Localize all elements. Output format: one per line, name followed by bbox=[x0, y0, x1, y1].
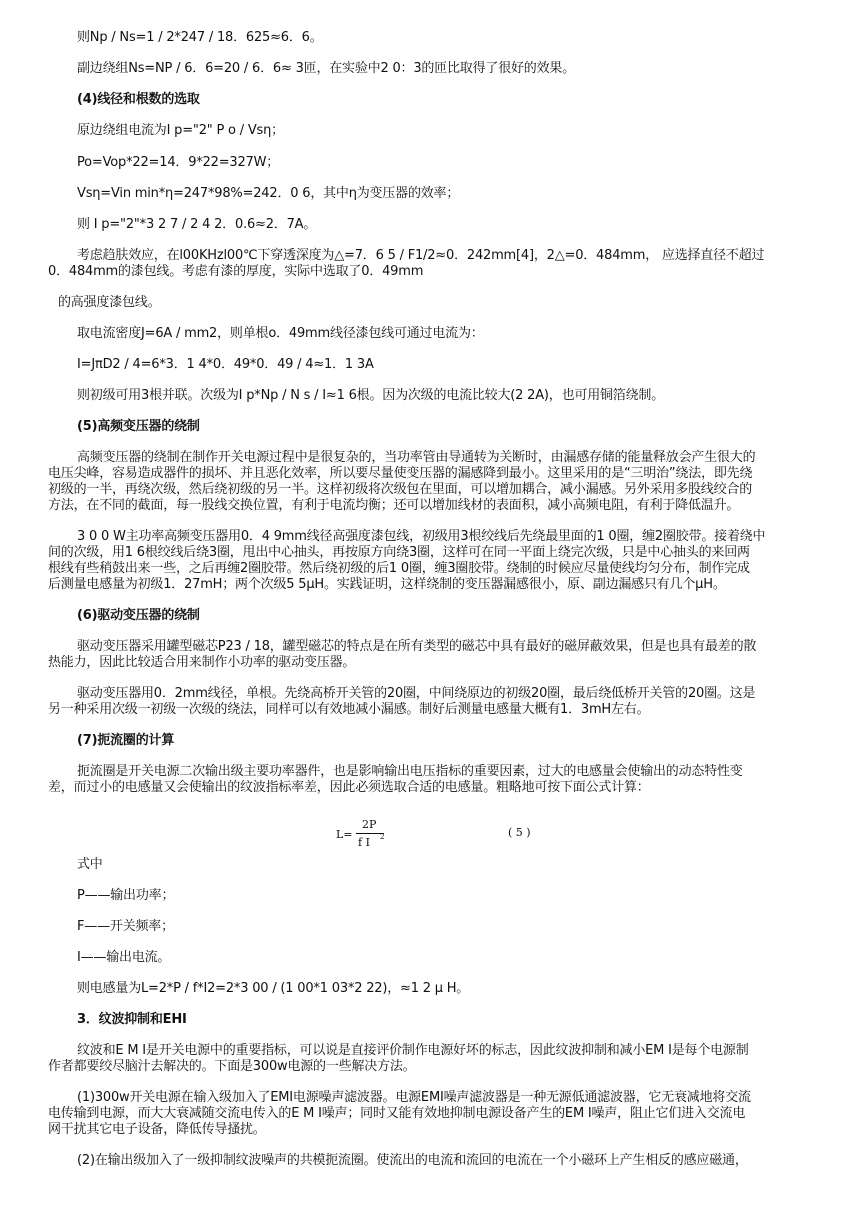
text-line: 电传输到电源，而大大衰减随交流电传入的E M I噪声；同时又能有效地抑制电源设备产生的EM I噪声，阻止它们进入交流电 bbox=[48, 1106, 746, 1121]
text-line: (1)300w开关电源在输入级加入了EMI电源噪声滤波器。电源EMI噪声滤波器是一种无源低通滤波器，它无衰减地将交流 bbox=[77, 1090, 751, 1105]
text-line: 驱动变压器用0．2mm线径，单根。先绕高桥开关管的20圈，中间绕原边的初级20圈，最后绕低桥开关管的20圈。这是 bbox=[77, 686, 756, 701]
text-line: 则初级可用3根并联。次级为I p*Np / N s / I≈1 6根。因为次级的电流比较大(2 2A)，也可用铜箔绕制。 bbox=[77, 388, 664, 403]
equation-number: ( 5 ) bbox=[508, 826, 531, 839]
inductance-formula bbox=[336, 818, 396, 862]
section-heading: (7)扼流圈的计算 bbox=[77, 733, 175, 748]
text-line: (2)在输出级加入了一级抑制纹波噪声的共模扼流圈。使流出的电流和流回的电流在一个小磁环上产生相反的感应磁通， bbox=[77, 1153, 748, 1168]
text-line: P——输出功率； bbox=[77, 888, 175, 903]
text-line: 作者都要绞尽脑汁去解决的。下面是300w电源的一些解决方法。 bbox=[48, 1059, 416, 1074]
section-heading: (4)线径和根数的选取 bbox=[77, 92, 200, 107]
formula-denominator: f I bbox=[358, 836, 370, 849]
text-line: I——输出电流。 bbox=[77, 950, 171, 965]
text-line: 则电感量为L=2*P / f*I2=2*3 00 / (1 00*1 03*2 22)，≈1 2 μ H。 bbox=[77, 981, 470, 996]
text-line: 的高强度漆包线。 bbox=[58, 295, 161, 310]
text-line: 驱动变压器采用罐型磁芯P23 / 18，罐型磁芯的特点是在所有类型的磁芯中具有最好的磁屏蔽效果，但是也具有最差的散 bbox=[77, 639, 757, 654]
text-line: 方法，在不同的截面，每一股线交换位置，有利于电流均衡；还可以增加线材的表面积，减小高频电阻，有利于降低温升。 bbox=[48, 498, 740, 513]
formula-lhs: L= bbox=[336, 828, 353, 841]
text-line: 0．484mm的漆包线。考虑有漆的厚度，实际中选取了0．49mm bbox=[48, 264, 424, 279]
text-line: 扼流圈是开关电源二次输出级主要功率器件，也是影响输出电压指标的重要因素，过大的电感量会使输出的动态特性变 bbox=[77, 764, 743, 779]
text-line: 热能力，因此比较适合用来制作小功率的驱动变压器。 bbox=[48, 655, 356, 670]
section-heading: (6)驱动变压器的绕制 bbox=[77, 608, 200, 623]
text-line: 后测量电感量为初级1．27mH；两个次级5 5μH。实践证明，这样绕制的变压器漏感很小，原、副边漏感只有几个μH。 bbox=[48, 577, 726, 592]
text-line: Po=Vop*22=14．9*22=327W； bbox=[77, 155, 280, 170]
text-line: 另一种采用次级一初级一次级的绕法，同样可以有效地减小漏感。制好后测量电感量大概有1．3mH左右。 bbox=[48, 702, 650, 717]
text-line: 式中 bbox=[77, 857, 103, 872]
formula-exponent: 2 bbox=[380, 833, 385, 841]
text-line: 根线有些稍鼓出来一些，之后再缠2圈胶带。然后绕初级的后1 0圈，缠3圈胶带。绕制的时候应尽量使线均匀分布，制作完成 bbox=[48, 561, 750, 576]
text-line: 则Np / Ns=1 / 2*247 / 18．625≈6．6。 bbox=[77, 30, 323, 45]
section-heading: 3．纹波抑制和EHI bbox=[77, 1012, 187, 1027]
text-line: 则 I p="2"*3 2 7 / 2 4 2．0.6≈2．7A。 bbox=[77, 217, 317, 232]
text-line: 原边绕组电流为I p="2" P o / Vsη； bbox=[77, 123, 284, 138]
text-line: 初级的一半，再绕次级，然后绕初级的另一半。这样初级将次级包在里面，可以增加耦合，减小漏感。另外采用多股线绞合的 bbox=[48, 482, 753, 497]
section-heading: (5)高频变压器的绕制 bbox=[77, 419, 200, 434]
text-line: 差，而过小的电感量又会使输出的纹波指标率差，因此必须选取合适的电感量。粗略地可按下面公式计算： bbox=[48, 780, 650, 795]
text-line: Vsη=Vin min*η=247*98%=242．0 6，其中η为变压器的效率； bbox=[77, 186, 460, 201]
text-line: 取电流密度J=6A / mm2，则单根o．49mm线径漆包线可通过电流为： bbox=[77, 326, 484, 341]
text-line: 间的次级，用1 6根绞线后绕3圈，甩出中心抽头，再按原方向绕3圈，这样可在同一平面上绕完次级，只是中心抽头的来回两 bbox=[48, 545, 750, 560]
text-line: 考虑趋肤效应，在l00KHzl00℃下穿透深度为△=7．6 5 / F1/2≈0．242mm[4]，2△=0．484mm， 应选择直径不超过 bbox=[77, 248, 765, 263]
text-line: 电压尖峰，容易造成器件的损坏、并且恶化效率，所以要尽量使变压器的漏感降到最小。这里采用的是“三明治”绕法，即先绕 bbox=[48, 466, 753, 481]
text-line: 网干扰其它电子设备，降低传导搔扰。 bbox=[48, 1122, 266, 1137]
text-line: I=JπD2 / 4=6*3．1 4*0．49*0．49 / 4≈1．1 3A bbox=[77, 357, 374, 372]
text-line: 副边绕组Ns=NP / 6．6=20 / 6．6≈ 3匝，在实验中2 0：3的匝比取得了很好的效果。 bbox=[77, 61, 576, 76]
text-line: 高频变压器的绕制在制作开关电源过程中是很复杂的，当功率管由导通转为关断时，由漏感存储的能量释放会产生很大的 bbox=[77, 450, 756, 465]
text-line: F——开关频率； bbox=[77, 919, 174, 934]
text-line: 3 0 0 W主功率高频变压器用0．4 9mm线径高强度漆包线，初级用3根绞线后先绕最里面的1 0圈，缠2圈胶带。接着绕中 bbox=[77, 529, 766, 544]
formula-numerator: 2P bbox=[362, 818, 377, 831]
text-line: 纹波和E M I是开关电源中的重要指标，可以说是直接评价制作电源好坏的标志，因此纹波抑制和减小EM I是每个电源制 bbox=[77, 1043, 749, 1058]
